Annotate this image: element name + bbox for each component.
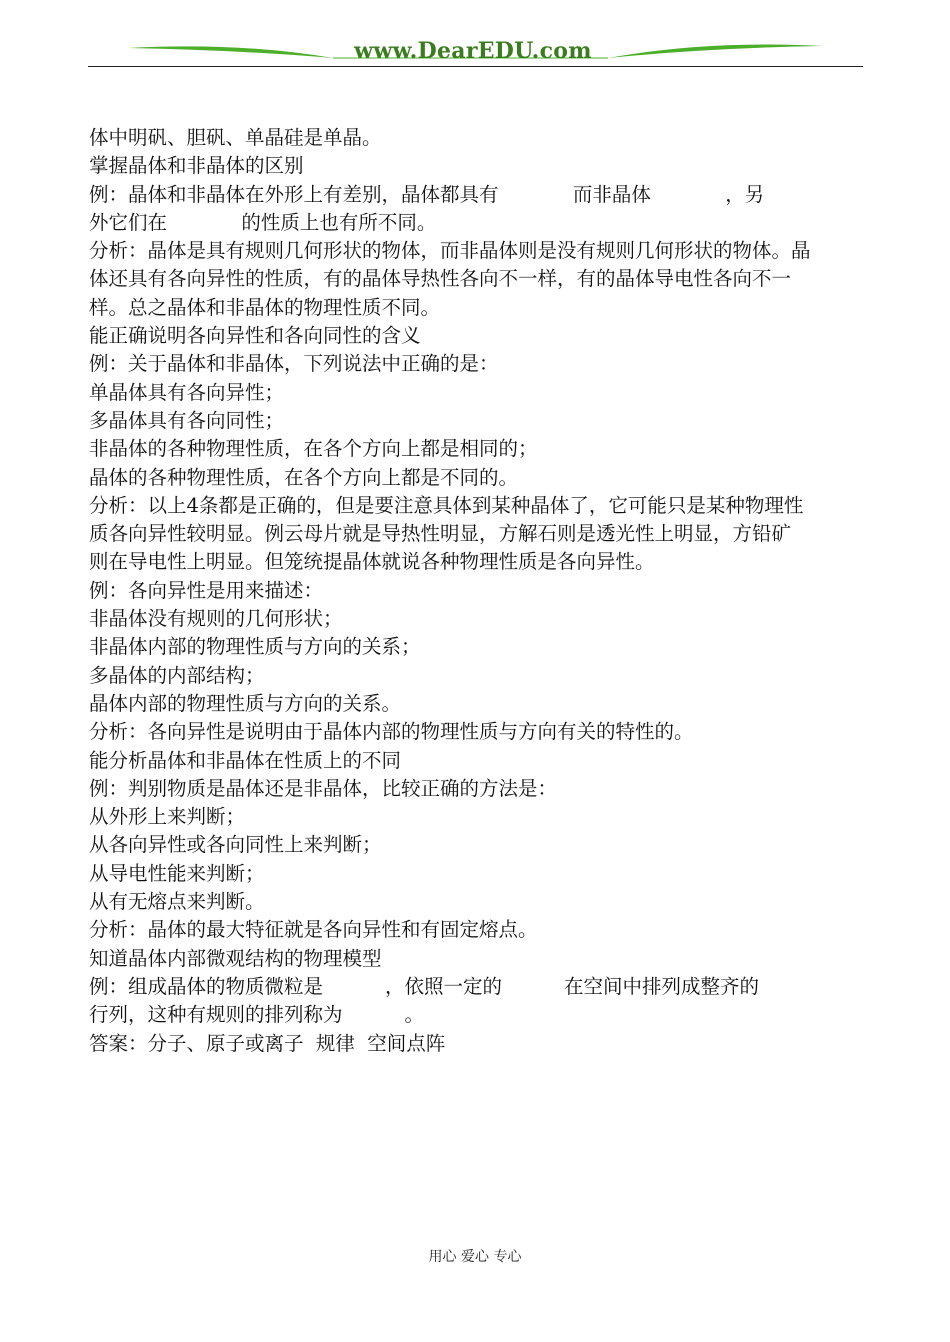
text-line: 晶体内部的物理性质与方向的关系。	[89, 691, 402, 715]
text-line: 体还具有各向异性的性质，有的晶体导热性各向不一样，有的晶体导电性各向不一	[89, 267, 792, 291]
text-line: 例：关于晶体和非晶体，下列说法中正确的是：	[89, 352, 499, 376]
page-header	[88, 36, 863, 70]
text-line: 非晶体没有规则的几何形状；	[89, 607, 343, 631]
text-line: 能分析晶体和非晶体在性质上的不同	[89, 748, 402, 772]
text-line: 知道晶体内部微观结构的物理模型	[89, 946, 382, 970]
text-line: 例：判别物质是晶体还是非晶体，比较正确的方法是：	[89, 776, 558, 800]
text-line: 体中明矾、胆矾、单晶硅是单晶。	[89, 126, 382, 149]
text-line: 外它们在 的性质上也有所不同。	[89, 210, 437, 234]
text-line: 从导电性能来判断；	[89, 861, 265, 885]
text-line: 行列，这种有规则的排列称为 。	[89, 1003, 424, 1027]
text-line: 晶体的各种物理性质，在各个方向上都是不同的。	[89, 465, 519, 489]
site-logo[interactable]: www.DearEDU.com	[354, 38, 592, 64]
text-line: 分析：晶体是具有规则几何形状的物体，而非晶体则是没有规则几何形状的物体。晶	[89, 239, 811, 263]
text-line: 例：组成晶体的物质微粒是 ，依照一定的 在空间中排列成整齐的	[89, 974, 759, 998]
text-line: 分析：以上4条都是正确的，但是要注意具体到某种晶体了，它可能只是某种物理性	[89, 493, 804, 517]
text-line: 样。总之晶体和非晶体的物理性质不同。	[89, 295, 441, 319]
text-line: 掌握晶体和非晶体的区别	[89, 154, 304, 178]
text-line: 例：晶体和非晶体在外形上有差别，晶体都具有 而非晶体 ，另	[89, 182, 765, 206]
text-line: 非晶体内部的物理性质与方向的关系；	[89, 635, 421, 659]
text-line: 能正确说明各向异性和各向同性的含义	[89, 324, 421, 348]
text-line: 质各向异性较明显。例云母片就是导热性明显，方解石则是透光性上明显，方铅矿	[89, 522, 792, 546]
page-footer: 用心 爱心 专心	[428, 1249, 522, 1265]
text-line: 非晶体的各种物理性质，在各个方向上都是相同的；	[89, 437, 538, 461]
text-line: 单晶体具有各向异性；	[89, 380, 285, 404]
text-line: 多晶体的内部结构；	[89, 663, 265, 687]
document-body	[89, 124, 864, 1058]
text-line: 例：各向异性是用来描述：	[89, 578, 324, 602]
text-line: 从各向异性或各向同性上来判断；	[89, 833, 382, 857]
text-line: 则在导电性上明显。但笼统提晶体就说各种物理性质是各向异性。	[89, 550, 655, 574]
text-line: 分析：晶体的最大特征就是各向异性和有固定熔点。	[89, 918, 538, 942]
text-line: 多晶体具有各向同性；	[89, 408, 285, 432]
text-line: 从有无熔点来判断。	[89, 890, 265, 914]
text-line: 分析：各向异性是说明由于晶体内部的物理性质与方向有关的特性的。	[89, 720, 694, 744]
text-line: 从外形上来判断；	[89, 805, 246, 829]
header-divider	[88, 66, 863, 67]
text-line: 答案：分子、原子或离子 规律 空间点阵	[89, 1031, 446, 1055]
